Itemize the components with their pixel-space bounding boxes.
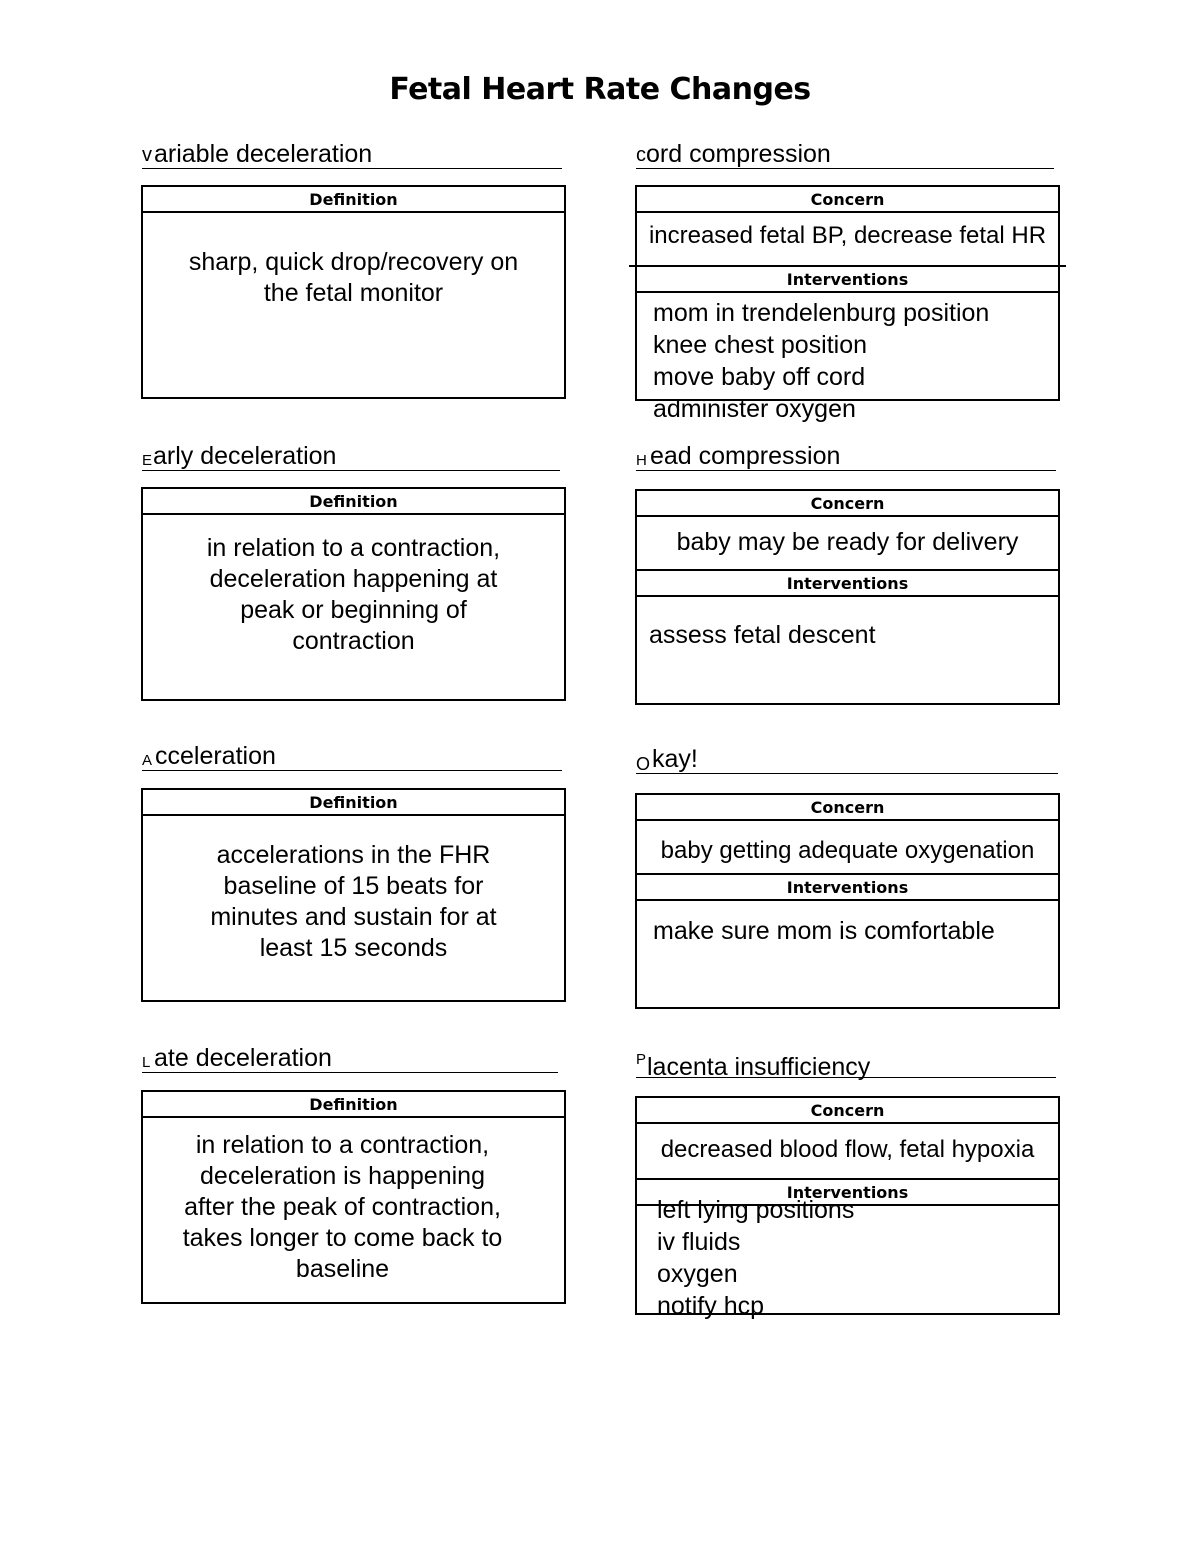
concern-card-cord — [635, 185, 1060, 423]
definition-line: in relation to a contraction, — [206, 534, 501, 562]
definition-label: Definition — [143, 187, 564, 213]
intervention-item: left lying positions — [657, 1196, 855, 1224]
term-initial: L — [142, 1054, 151, 1071]
definition-line: baseline — [295, 1255, 390, 1283]
concern-card-head — [635, 489, 1060, 705]
term-heading-okay — [636, 743, 1058, 774]
definition-line: takes longer to come back to — [182, 1224, 503, 1252]
concern-label: Concern — [637, 795, 1058, 821]
term-heading-placenta — [636, 1047, 1056, 1081]
concern-card-placenta — [635, 1096, 1060, 1320]
term-heading-early — [142, 440, 560, 471]
term-heading-variable — [142, 138, 562, 169]
definition-line: least 15 seconds — [259, 934, 448, 962]
definition-line: peak or beginning of — [240, 596, 467, 624]
definition-line: after the peak of contraction, — [184, 1193, 501, 1221]
term-initial: H — [636, 452, 647, 469]
intervention-item: move baby off cord — [653, 363, 866, 391]
term-heading-cord — [636, 138, 1054, 169]
term-text: arly deceleration — [153, 442, 337, 470]
concern-text: decreased blood flow, fetal hypoxia — [637, 1124, 1058, 1180]
definition-card-acceleration — [141, 788, 566, 1002]
intervention-item: assess fetal descent — [649, 621, 876, 649]
definition-card-variable — [141, 185, 566, 399]
page-title: Fetal Heart Rate Changes — [389, 72, 811, 107]
interventions-label: Interventions — [637, 1180, 1058, 1206]
concern-label: Concern — [637, 1098, 1058, 1124]
term-heading-late — [142, 1042, 558, 1073]
definition-line: deceleration happening at — [209, 565, 498, 593]
concern-card-okay — [635, 793, 1060, 1009]
concern-text: baby getting adequate oxygenation — [637, 821, 1058, 875]
concern-label: Concern — [637, 187, 1058, 213]
term-text: cceleration — [155, 742, 276, 770]
interventions-label: Interventions — [637, 571, 1058, 597]
definition-line: minutes and sustain for at — [210, 903, 497, 931]
concern-text: increased fetal BP, decrease fetal HR — [629, 213, 1066, 267]
term-initial: c — [636, 144, 646, 166]
intervention-item: administer oxygen — [653, 395, 856, 423]
term-heading-acceleration — [142, 740, 562, 771]
definition-card-early — [141, 487, 566, 701]
definition-label: Definition — [143, 1092, 564, 1118]
term-text: ariable deceleration — [154, 140, 373, 168]
intervention-item: mom in trendelenburg position — [653, 299, 990, 327]
term-initial: O — [636, 754, 651, 774]
definition-line: baseline of 15 beats for — [223, 872, 484, 900]
term-initial: E — [142, 452, 153, 469]
definition-line: the fetal monitor — [263, 279, 444, 307]
term-initial: v — [142, 144, 152, 166]
term-initial: P — [636, 1051, 647, 1068]
term-initial: A — [142, 752, 153, 769]
intervention-item: notify hcp — [657, 1292, 765, 1320]
term-text: ate deceleration — [154, 1044, 332, 1072]
term-text: ead compression — [650, 442, 841, 470]
definition-label: Definition — [143, 489, 564, 515]
interventions-label: Interventions — [637, 267, 1058, 293]
definition-card-late — [141, 1090, 566, 1304]
definition-line: in relation to a contraction, — [195, 1131, 490, 1159]
term-text: kay! — [652, 745, 698, 773]
concern-text: baby may be ready for delivery — [637, 517, 1058, 571]
intervention-item: oxygen — [657, 1260, 738, 1288]
definition-line: sharp, quick drop/recovery on — [188, 248, 519, 276]
interventions-label: Interventions — [637, 875, 1058, 901]
definition-label: Definition — [143, 790, 564, 816]
intervention-item: iv fluids — [657, 1228, 741, 1256]
intervention-item: make sure mom is comfortable — [653, 917, 995, 945]
definition-line: accelerations in the FHR — [216, 841, 491, 869]
term-text: ord compression — [646, 140, 831, 168]
definition-line: deceleration is happening — [200, 1162, 485, 1190]
intervention-item: knee chest position — [653, 331, 868, 359]
definition-line: contraction — [292, 627, 415, 655]
concern-label: Concern — [637, 491, 1058, 517]
term-text: lacenta insufficiency — [647, 1053, 871, 1081]
term-heading-head — [636, 440, 1056, 471]
